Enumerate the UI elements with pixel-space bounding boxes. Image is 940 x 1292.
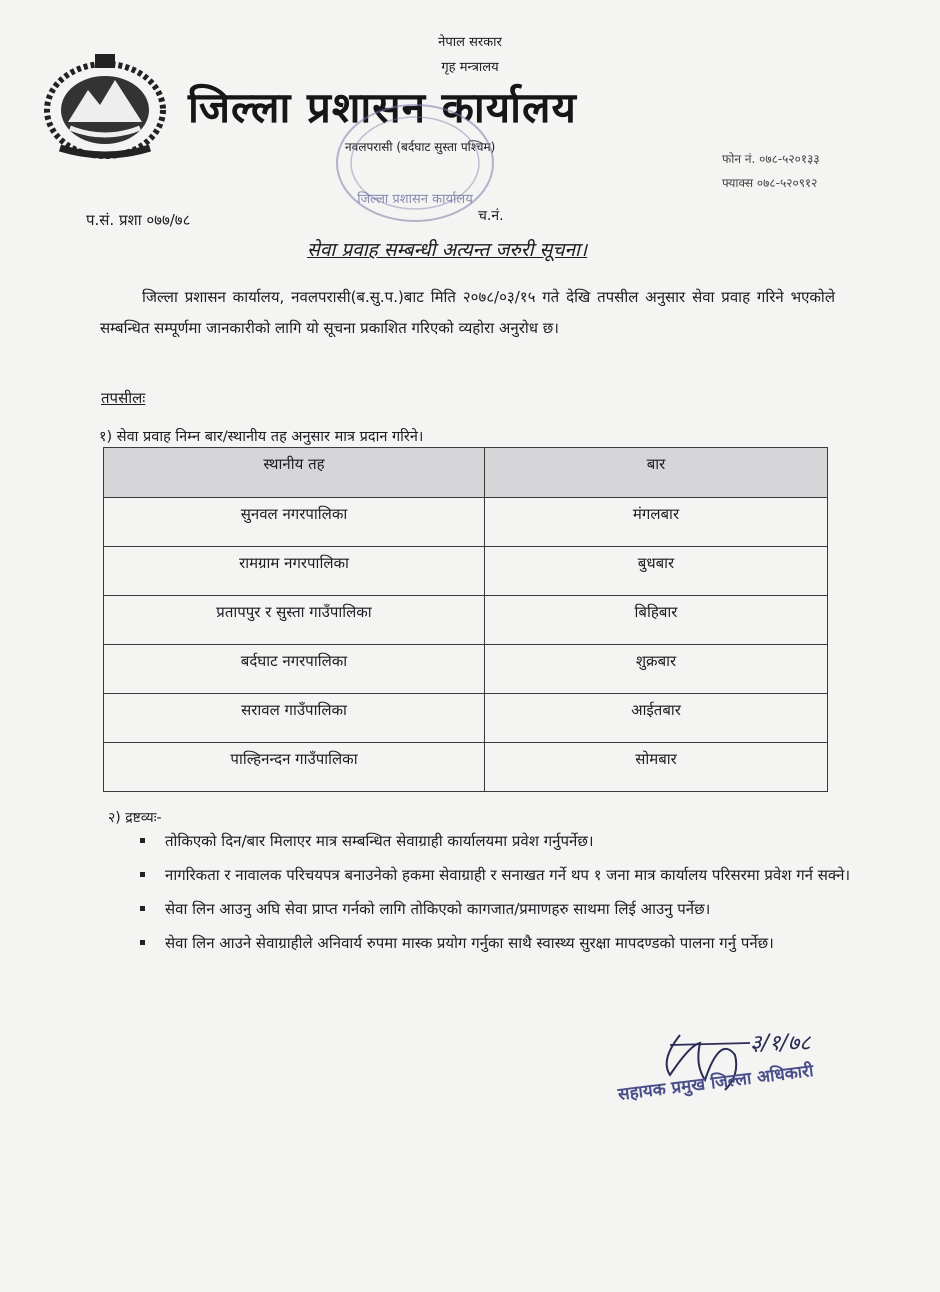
schedule-intro: १) सेवा प्रवाह निम्न बार/स्थानीय तह अनुसार मात्र प्रदान गरिने।	[99, 429, 424, 445]
bullet-icon	[140, 906, 145, 911]
note-text: सेवा लिन आउनु अघि सेवा प्राप्त गर्नको लागि तोकिएको कागजात/प्रमाणहरु साथमा लिई आउनु पर्नेछ।	[165, 900, 711, 918]
notes-list	[140, 826, 890, 962]
table-row	[104, 645, 828, 694]
note-text: नागरिकता र नावालक परिचयपत्र बनाउनेको हकमा सेवाग्राही र सनाखत गर्ने थप १ जना मात्र कार्यालय परिसरमा प्रवेश गर्न सक्ने।	[165, 866, 851, 884]
local-level-cell: प्रतापपुर र सुस्ता गाउँपालिका	[104, 596, 485, 645]
day-cell: मंगलबार	[485, 498, 828, 547]
office-address: नवलपरासी (बर्दघाट सुस्ता पश्चिम)	[345, 140, 496, 154]
header-local-level: स्थानीय तह	[104, 448, 485, 498]
bullet-icon	[140, 838, 145, 843]
stamp-text: जिल्ला प्रशासन कार्यालय	[357, 192, 473, 207]
day-cell: बिहिबार	[485, 596, 828, 645]
bullet-icon	[140, 940, 145, 945]
phone-number: फोन नं. ०७८-५२०१३३	[722, 152, 820, 166]
government-name: नेपाल सरकार	[438, 35, 502, 50]
table-row	[104, 743, 828, 792]
day-cell: सोमबार	[485, 743, 828, 792]
note-text: तोकिएको दिन/बार मिलाएर मात्र सम्बन्धित सेवाग्राही कार्यालयमा प्रवेश गर्नुपर्नेछ।	[165, 832, 594, 850]
office-title: जिल्ला प्रशासन कार्यालय	[188, 83, 577, 132]
notice-subject: सेवा प्रवाह सम्बन्धी अत्यन्त जरुरी सूचना।	[307, 239, 588, 261]
list-item	[140, 894, 890, 924]
bullet-icon	[140, 872, 145, 877]
note-text: सेवा लिन आउने सेवाग्राहीले अनिवार्य रुपमा मास्क प्रयोग गर्नुका साथै स्वास्थ्य सुरक्षा मापदण्डको पालना गर्नु पर्नेछ।	[165, 934, 774, 952]
table-row	[104, 596, 828, 645]
header-day: बार	[485, 448, 828, 498]
fax-number: फ्याक्स ०७८-५२०९१२	[722, 176, 818, 190]
office-stamp	[330, 98, 500, 232]
table-row	[104, 547, 828, 596]
local-level-cell: बर्दघाट नगरपालिका	[104, 645, 485, 694]
signature-date: ३/१/७८	[750, 1031, 811, 1056]
table-row	[104, 498, 828, 547]
list-item	[140, 826, 890, 856]
local-level-cell: सरावल गाउँपालिका	[104, 694, 485, 743]
service-schedule-table	[103, 447, 828, 792]
details-heading: तपसीलः	[101, 389, 146, 407]
list-item	[140, 860, 890, 890]
reference-number: प.सं. प्रशा ०७७/७८	[86, 211, 191, 229]
day-cell: आईतबार	[485, 694, 828, 743]
dispatch-number: च.नं.	[478, 208, 504, 224]
local-level-cell: रामग्राम नगरपालिका	[104, 547, 485, 596]
ministry-name: गृह मन्त्रालय	[441, 60, 499, 75]
local-level-cell: पाल्हिनन्दन गाउँपालिका	[104, 743, 485, 792]
table-header-row	[104, 448, 828, 498]
signatory-title: सहायक प्रमुख जिल्ला अधिकारी	[616, 1061, 815, 1105]
notice-body: जिल्ला प्रशासन कार्यालय, नवलपरासी(ब.सु.प.)बाट मिति २०७८/०३/१५ गते देखि तपसील अनुसार सेवा प्रवाह गरिने भएकोले सम्बन्धित सम्पूर्णमा जानकारीको लागि यो सूचना प्रकाशित गरिएको व्यहोरा अनुरोध छ।	[100, 288, 835, 337]
local-level-cell: सुनवल नगरपालिका	[104, 498, 485, 547]
day-cell: शुक्रबार	[485, 645, 828, 694]
day-cell: बुधबार	[485, 547, 828, 596]
list-item	[140, 928, 890, 958]
table-row	[104, 694, 828, 743]
notes-heading: २) द्रष्टव्यः-	[108, 810, 162, 826]
